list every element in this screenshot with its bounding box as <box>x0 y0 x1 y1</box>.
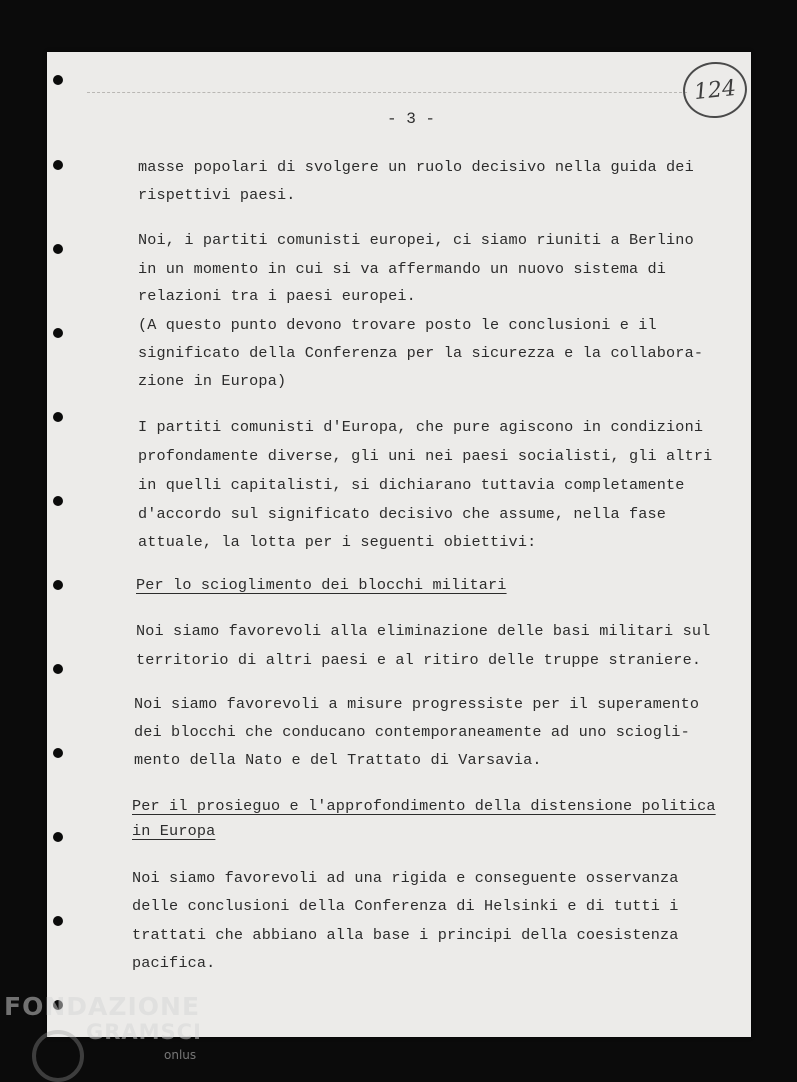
punch-hole <box>53 328 63 338</box>
text-line: Noi, i partiti comunisti europei, ci siamo riuniti a Berlino <box>138 231 694 249</box>
header-dotted-rule <box>87 92 687 93</box>
text-line: Noi siamo favorevoli ad una rigida e conseguente osservanza <box>132 869 679 887</box>
text-line: dei blocchi che conducano contemporaneamente ad uno sciogli- <box>134 723 690 741</box>
section-heading: Per lo scioglimento dei blocchi militari <box>136 576 507 594</box>
punch-hole <box>53 160 63 170</box>
punch-hole <box>53 412 63 422</box>
punch-hole <box>53 244 63 254</box>
text-line: in quelli capitalisti, si dichiarano tuttavia completamente <box>138 476 685 494</box>
text-line: Noi siamo favorevoli alla eliminazione delle basi militari sul <box>136 622 711 640</box>
text-line: d'accordo sul significato decisivo che assume, nella fase <box>138 505 667 523</box>
archive-number: 124 <box>680 59 750 121</box>
punch-hole <box>53 75 63 85</box>
watermark-subtitle: GRAMSCI <box>86 1020 202 1044</box>
text-line: I partiti comunisti d'Europa, che pure agiscono in condizioni <box>138 418 704 436</box>
text-line: in un momento in cui si va affermando un nuovo sistema di <box>138 260 667 278</box>
section-heading: Per il prosieguo e l'approfondimento della distensione politica <box>132 797 716 815</box>
text-line: mento della Nato e del Trattato di Varsavia. <box>134 751 542 769</box>
text-line: attuale, la lotta per i seguenti obiettivi: <box>138 533 537 551</box>
text-line: delle conclusioni della Conferenza di Helsinki e di tutti i <box>132 897 679 915</box>
text-line: (A questo punto devono trovare posto le conclusioni e il <box>138 316 657 334</box>
punch-hole <box>53 664 63 674</box>
text-line: territorio di altri paesi e al ritiro delle truppe straniere. <box>136 651 702 669</box>
document-page <box>47 52 751 1037</box>
text-line: profondamente diverse, gli uni nei paesi socialisti, gli altri <box>138 447 713 465</box>
text-line: trattati che abbiano alla base i principi della coesistenza <box>132 926 679 944</box>
punch-hole <box>53 832 63 842</box>
text-line: rispettivi paesi. <box>138 186 296 204</box>
text-line: relazioni tra i paesi europei. <box>138 287 416 305</box>
punch-hole <box>53 748 63 758</box>
text-line: significato della Conferenza per la sicurezza e la collabora- <box>138 344 704 362</box>
text-line: pacifica. <box>132 954 216 972</box>
page-number: - 3 - <box>387 110 436 128</box>
punch-hole <box>53 580 63 590</box>
punch-hole <box>53 496 63 506</box>
text-line: zione in Europa) <box>138 372 287 390</box>
section-heading: in Europa <box>132 822 216 840</box>
watermark-title: FONDAZIONE <box>4 992 201 1021</box>
text-line: Noi siamo favorevoli a misure progressiste per il superamento <box>134 695 700 713</box>
text-line: masse popolari di svolgere un ruolo decisivo nella guida dei <box>138 158 694 176</box>
watermark-tag: onlus <box>164 1048 197 1062</box>
punch-hole <box>53 916 63 926</box>
watermark-logo-icon <box>32 1030 84 1082</box>
